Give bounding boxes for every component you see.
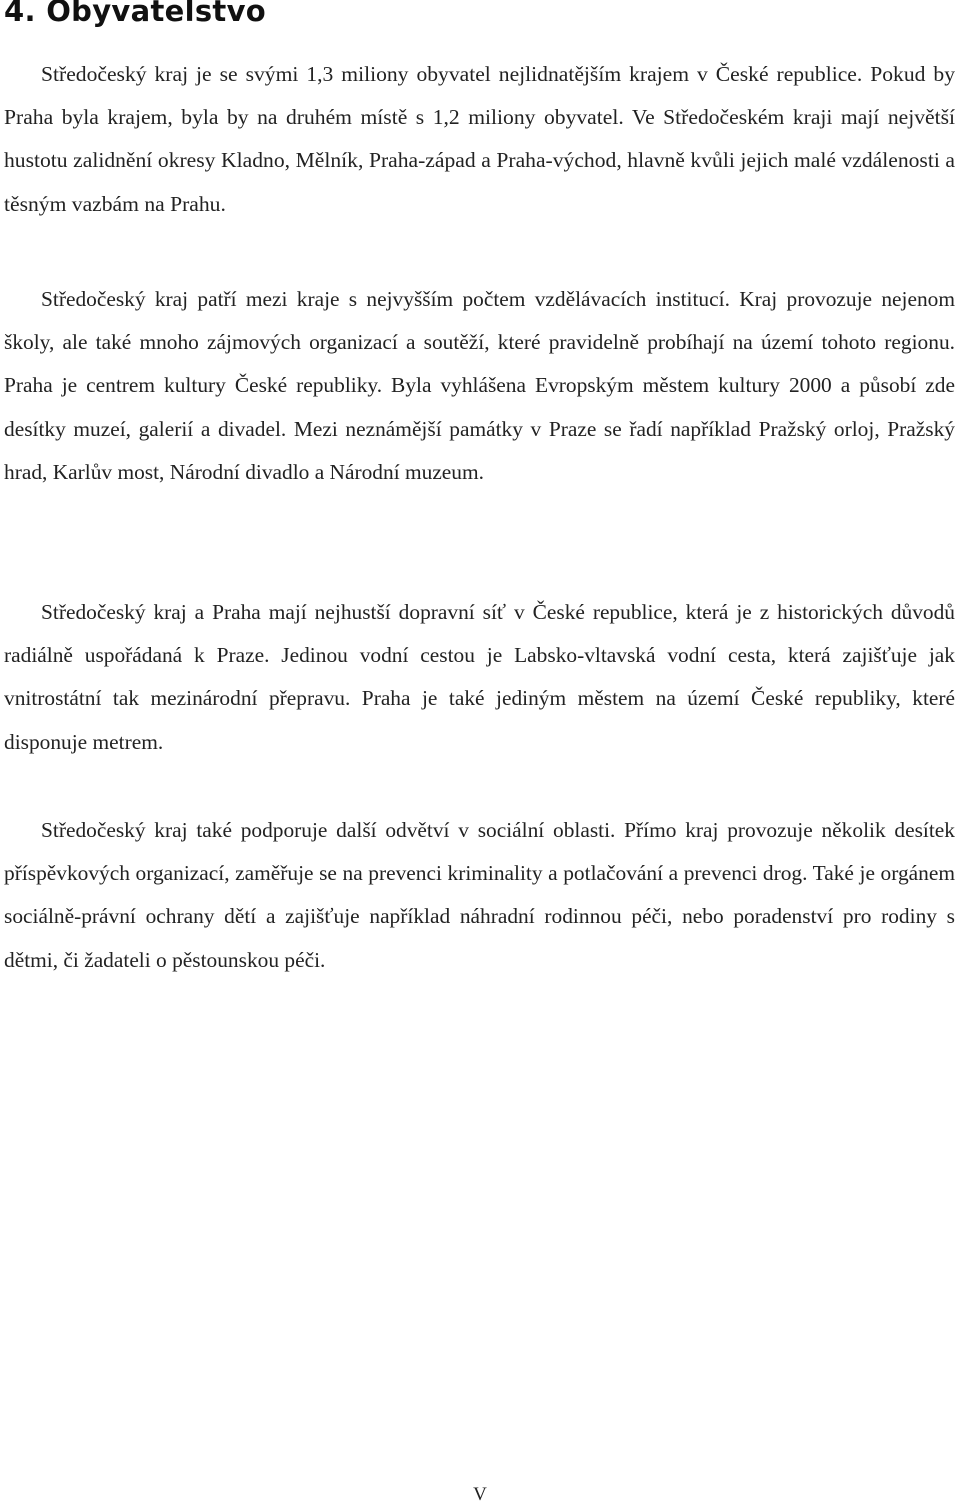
paragraph-social: Středočeský kraj také podporuje další odvětví v sociální oblasti. Přímo kraj provozuje několik desítek příspěvkových organizací, zaměřuje se na prevenci kriminality a potlačování a prevenci drog. Také je orgánem sociálně-právní ochrany dětí a zajišťuje například náhradní rodinnou péči, nebo poradenství pro rodiny s dětmi, či žadateli o pěstounskou péči. [4,818,955,972]
section-heading: 4. Obyvatelstvo [4,0,267,28]
paragraph-transport: Středočeský kraj a Praha mají nejhustší dopravní síť v České republice, která je z historických důvodů radiálně uspořádaná k Praze. Jedinou vodní cestou je Labsko-vltavská vodní cesta, která zajišťuje jak vnitrostátní tak mezinárodní přepravu. Praha je také jediným městem na území České republiky, které disponuje metrem. [4,600,955,754]
paragraph-population: Středočeský kraj je se svými 1,3 miliony obyvatel nejlidnatějším krajem v České republice. Pokud by Praha byla krajem, byla by na druhém místě s 1,2 miliony obyvatel. Ve Středočeském kraji mají největší hustotu zalidnění okresy Kladno, Mělník, Praha-západ a Praha-východ, hlavně kvůli jejich malé vzdálenosti a těsným vazbám na Prahu. [4,62,955,216]
paragraph-education-culture: Středočeský kraj patří mezi kraje s nejvyšším počtem vzdělávacích institucí. Kraj provozuje nejenom školy, ale také mnoho zájmových organizací a soutěží, které pravidelně probíhají na území tohoto regionu. Praha je centrem kultury České republiky. Byla vyhlášena Evropským městem kultury 2000 a působí zde desítky muzeí, galerií a divadel. Mezi neznámější památky v Praze se řadí například Pražský orloj, Pražský hrad, Karlův most, Národní divadlo a Národní muzeum. [4,287,955,484]
page-number: V [473,1484,487,1505]
